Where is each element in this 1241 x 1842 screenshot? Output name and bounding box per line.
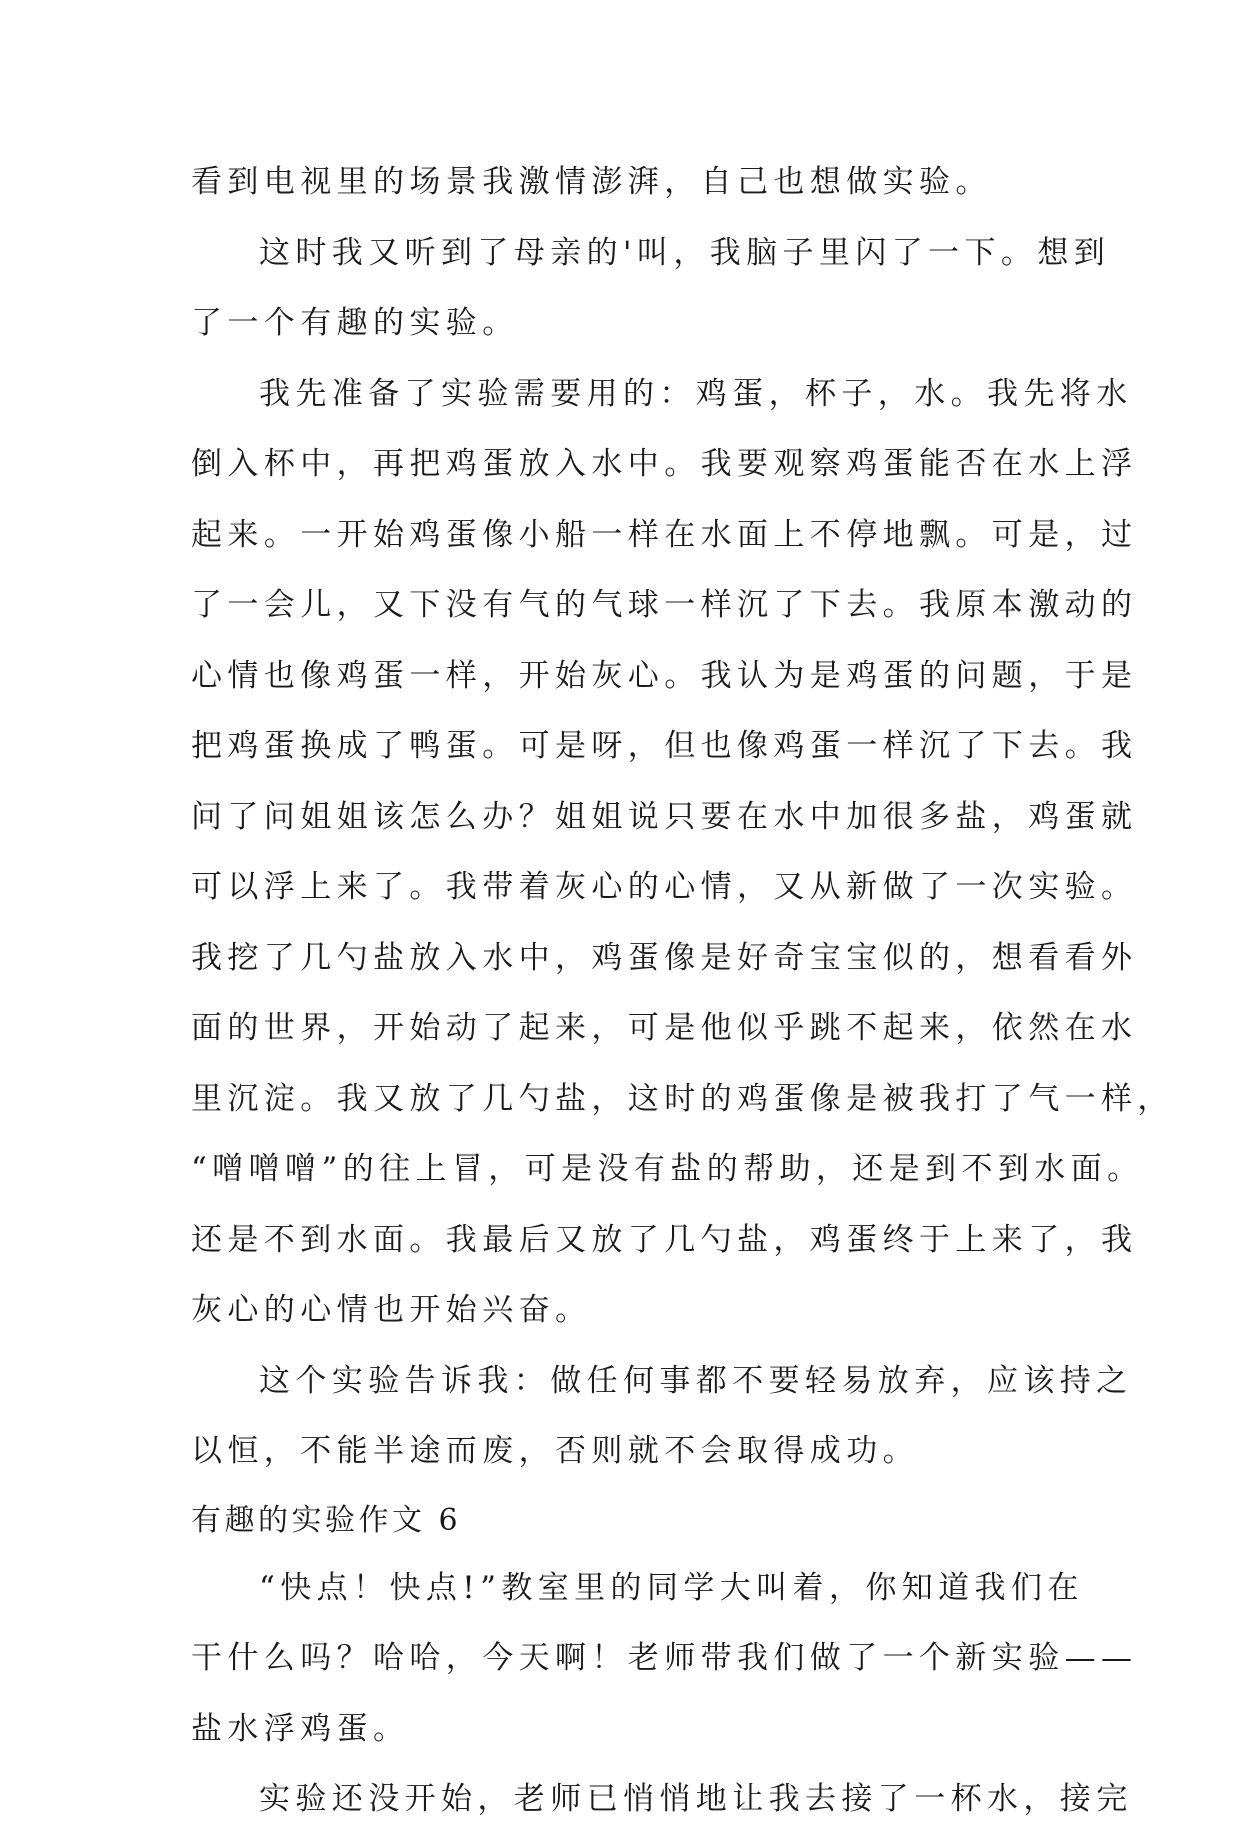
text-line: 可以浮上来了。我带着灰心的心情，又从新做了一次实验。: [191, 869, 1138, 905]
text-line: 里沉淀。我又放了几勺盐，这时的鸡蛋像是被我打了气一样，: [191, 1080, 1174, 1117]
text-line: 这时我又听到了母亲的'叫，我脑子里闪了一下。想到: [259, 234, 1111, 271]
text-line: 看到电视里的场景我激情澎湃，自己也想做实验。: [191, 164, 992, 200]
text-line: 面的世界，开始动了起来，可是他似乎跳不起来，依然在水: [191, 1010, 1138, 1046]
essay-body-part-1: [191, 154, 1174, 1494]
text-line: 以恒，不能半途而废，否则就不会取得成功。: [191, 1433, 919, 1469]
text-line: 了一会儿，又下没有气的气球一样沉了下去。我原本激动的: [191, 587, 1138, 623]
text-line: 干什么吗？哈哈，今天啊！老师带我们做了一个新实验——: [191, 1640, 1138, 1676]
document-page: [191, 154, 1174, 1842]
text-line: 倒入杯中，再把鸡蛋放入水中。我要观察鸡蛋能否在水上浮: [191, 446, 1138, 482]
text-line: 我先准备了实验需要用的：鸡蛋，杯子，水。我先将水: [259, 375, 1133, 412]
text-line: 盐水浮鸡蛋。: [191, 1710, 410, 1747]
text-line: 把鸡蛋换成了鸭蛋。可是呀，但也像鸡蛋一样沉了下去。我: [191, 728, 1138, 764]
text-line: 这个实验告诉我：做任何事都不要轻易放弃，应该持之: [259, 1362, 1133, 1399]
text-line: 问了问姐姐该怎么办？姐姐说只要在水中加很多盐，鸡蛋就: [191, 798, 1138, 835]
text-line: 起来。一开始鸡蛋像小船一样在水面上不停地飘。可是，过: [191, 516, 1138, 553]
text-line: “快点！快点!”教室里的同学大叫着，你知道我们在: [259, 1569, 1084, 1606]
text-line: 灰心的心情也开始兴奋。: [191, 1292, 592, 1328]
text-line: 我挖了几勺盐放入水中，鸡蛋像是好奇宝宝似的，想看看外: [191, 939, 1138, 976]
section-heading: 有趣的实验作文 6: [191, 1502, 462, 1538]
essay-body-part-2: [191, 1560, 1138, 1842]
text-line: 还是不到水面。我最后又放了几勺盐，鸡蛋终于上来了，我: [191, 1221, 1138, 1258]
text-line: 了一个有趣的实验。: [191, 305, 519, 341]
text-line: 实验还没开始，老师已悄悄地让我去接了一杯水，接完: [259, 1781, 1133, 1817]
text-line: “噌噌噌”的往上冒，可是没有盐的帮助，还是到不到水面。: [191, 1151, 1144, 1187]
text-line: 心情也像鸡蛋一样，开始灰心。我认为是鸡蛋的问题，于是: [191, 657, 1138, 694]
